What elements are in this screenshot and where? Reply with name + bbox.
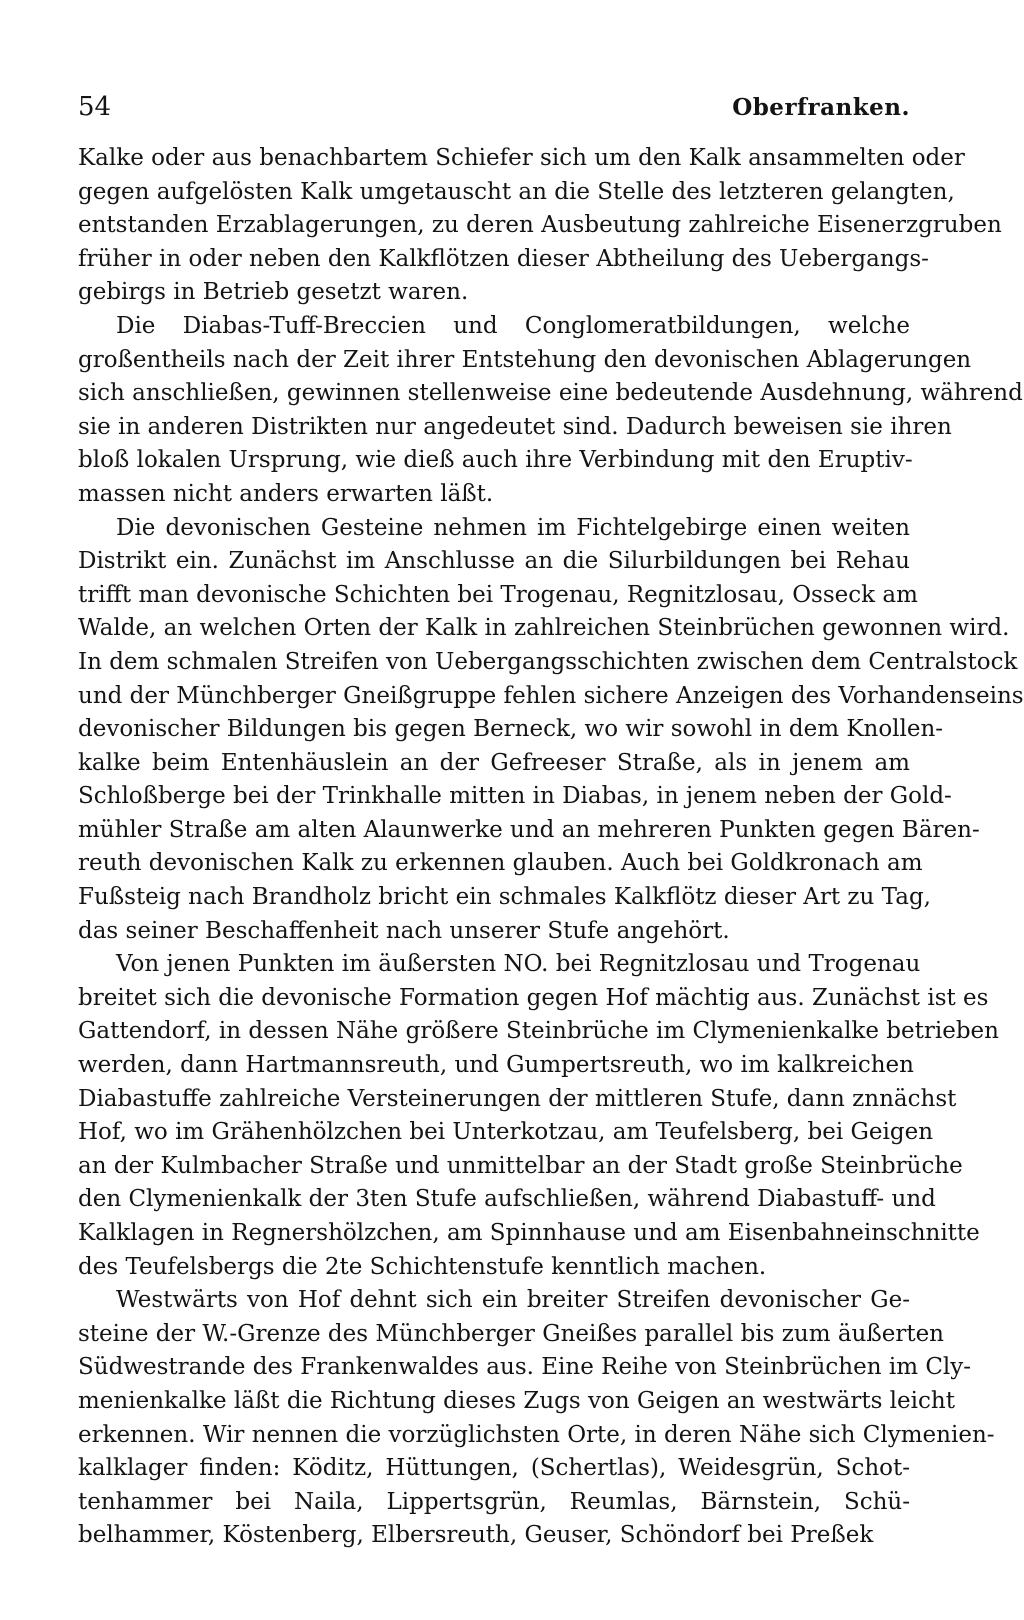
text-line: gebirgs in Betrieb gesetzt waren. bbox=[78, 279, 469, 306]
text-line: das seiner Beschaffenheit nach unserer Stufe angehört. bbox=[78, 917, 730, 944]
paragraph bbox=[78, 512, 1024, 949]
text-line: den Clymenienkalk der 3ten Stufe aufschließen, während Diabastuff- und bbox=[78, 1186, 936, 1213]
text-line: sie in anderen Distrikten nur angedeutet sind. Dadurch beweisen sie ihren bbox=[78, 413, 952, 440]
text-line: massen nicht anders erwarten läßt. bbox=[78, 480, 494, 507]
page-header bbox=[78, 92, 910, 126]
text-line: an der Kulmbacher Straße und unmittelbar an der Stadt große Steinbrüche bbox=[78, 1152, 963, 1179]
text-line: früher in oder neben den Kalkflötzen dieser Abtheilung des Uebergangs- bbox=[78, 245, 929, 272]
text-line: kalke beim Entenhäuslein an der Gefreeser Straße, als in jenem am bbox=[78, 749, 910, 776]
paragraph bbox=[78, 1284, 995, 1553]
text-line: Fußsteig nach Brandholz bricht ein schmales Kalkflötz dieser Art zu Tag, bbox=[78, 884, 931, 911]
page-number: 54 bbox=[78, 92, 112, 122]
text-line: belhammer, Köstenberg, Elbersreuth, Geuser, Schöndorf bei Preßek bbox=[78, 1522, 874, 1549]
running-title: Oberfranken. bbox=[732, 94, 910, 121]
text-line: des Teufelsbergs die 2te Schichtenstufe kenntlich machen. bbox=[78, 1253, 767, 1280]
text-line: Schloßberge bei der Trinkhalle mitten in Diabas, in jenem neben der Gold- bbox=[78, 783, 952, 810]
text-line: entstanden Erzablagerungen, zu deren Ausbeutung zahlreiche Eisenerzgruben bbox=[78, 212, 1002, 239]
text-line: Distrikt ein. Zunächst im Anschlusse an die Silurbildungen bei Rehau bbox=[78, 548, 910, 575]
text-line: trifft man devonische Schichten bei Trogenau, Regnitzlosau, Osseck am bbox=[78, 581, 918, 608]
text-line: Die Diabas-Tuff-Breccien und Conglomeratbildungen, welche bbox=[116, 312, 910, 339]
text-line: Von jenen Punkten im äußersten NO. bei Regnitzlosau und Trogenau bbox=[116, 951, 921, 978]
text-line: Kalke oder aus benachbartem Schiefer sich um den Kalk ansammelten oder bbox=[78, 145, 965, 171]
paragraph bbox=[78, 948, 999, 1284]
text-line: devonischer Bildungen bis gegen Berneck, wo wir sowohl in dem Knollen- bbox=[78, 716, 944, 743]
paragraph bbox=[78, 310, 1023, 512]
text-line: mühler Straße am alten Alaunwerke und an mehreren Punkten gegen Bären- bbox=[78, 816, 980, 843]
text-line: Diabastuffe zahlreiche Versteinerungen der mittleren Stufe, dann znnächst bbox=[78, 1085, 957, 1112]
text-line: und der Münchberger Gneißgruppe fehlen sichere Anzeigen des Vorhandenseins bbox=[78, 682, 1024, 709]
text-line: Gattendorf, in dessen Nähe größere Steinbrüche im Clymenienkalke betrieben bbox=[78, 1018, 999, 1045]
text-line: Walde, an welchen Orten der Kalk in zahlreichen Steinbrüchen gewonnen wird. bbox=[78, 615, 1010, 642]
text-line: kalklager finden: Köditz, Hüttungen, (Schertlas), Weidesgrün, Schot- bbox=[78, 1455, 910, 1482]
text-line: gegen aufgelösten Kalk umgetauscht an die Stelle des letzteren gelangten, bbox=[78, 178, 955, 205]
text-line: breitet sich die devonische Formation gegen Hof mächtig aus. Zunächst ist es bbox=[78, 984, 989, 1011]
text-line: reuth devonischen Kalk zu erkennen glauben. Auch bei Goldkronach am bbox=[78, 850, 923, 877]
text-line: tenhammer bei Naila, Lippertsgrün, Reumlas, Bärnstein, Schü- bbox=[78, 1488, 910, 1515]
paragraph bbox=[78, 142, 1002, 310]
text-line: werden, dann Hartmannsreuth, und Gumpertsreuth, wo im kalkreichen bbox=[78, 1052, 914, 1079]
text-line: sich anschließen, gewinnen stellenweise eine bedeutende Ausdehnung, während bbox=[78, 380, 1023, 407]
text-line: Hof, wo im Grähenhölzchen bei Unterkotzau, am Teufelsberg, bei Geigen bbox=[78, 1119, 934, 1146]
text-line: großentheils nach der Zeit ihrer Entstehung den devonischen Ablagerungen bbox=[78, 346, 972, 373]
text-line: Westwärts von Hof dehnt sich ein breiter Streifen devonischer Ge- bbox=[116, 1287, 910, 1314]
text-line: Die devonischen Gesteine nehmen im Fichtelgebirge einen weiten bbox=[116, 514, 910, 541]
text-line: erkennen. Wir nennen die vorzüglichsten Orte, in deren Nähe sich Clymenien- bbox=[78, 1421, 995, 1448]
text-line: steine der W.-Grenze des Münchberger Gneißes parallel bis zum äußerten bbox=[78, 1320, 944, 1347]
text-line: menienkalke läßt die Richtung dieses Zugs von Geigen an westwärts leicht bbox=[78, 1387, 955, 1414]
text-line: bloß lokalen Ursprung, wie dieß auch ihre Verbindung mit den Eruptiv- bbox=[78, 447, 913, 474]
body-text bbox=[78, 142, 1024, 1553]
text-line: Südwestrande des Frankenwaldes aus. Eine Reihe von Steinbrüchen im Cly- bbox=[78, 1354, 972, 1381]
text-line: Kalklagen in Regnershölzchen, am Spinnhause und am Eisenbahneinschnitte bbox=[78, 1220, 980, 1246]
text-line: In dem schmalen Streifen von Uebergangsschichten zwischen dem Centralstock bbox=[78, 648, 1018, 675]
